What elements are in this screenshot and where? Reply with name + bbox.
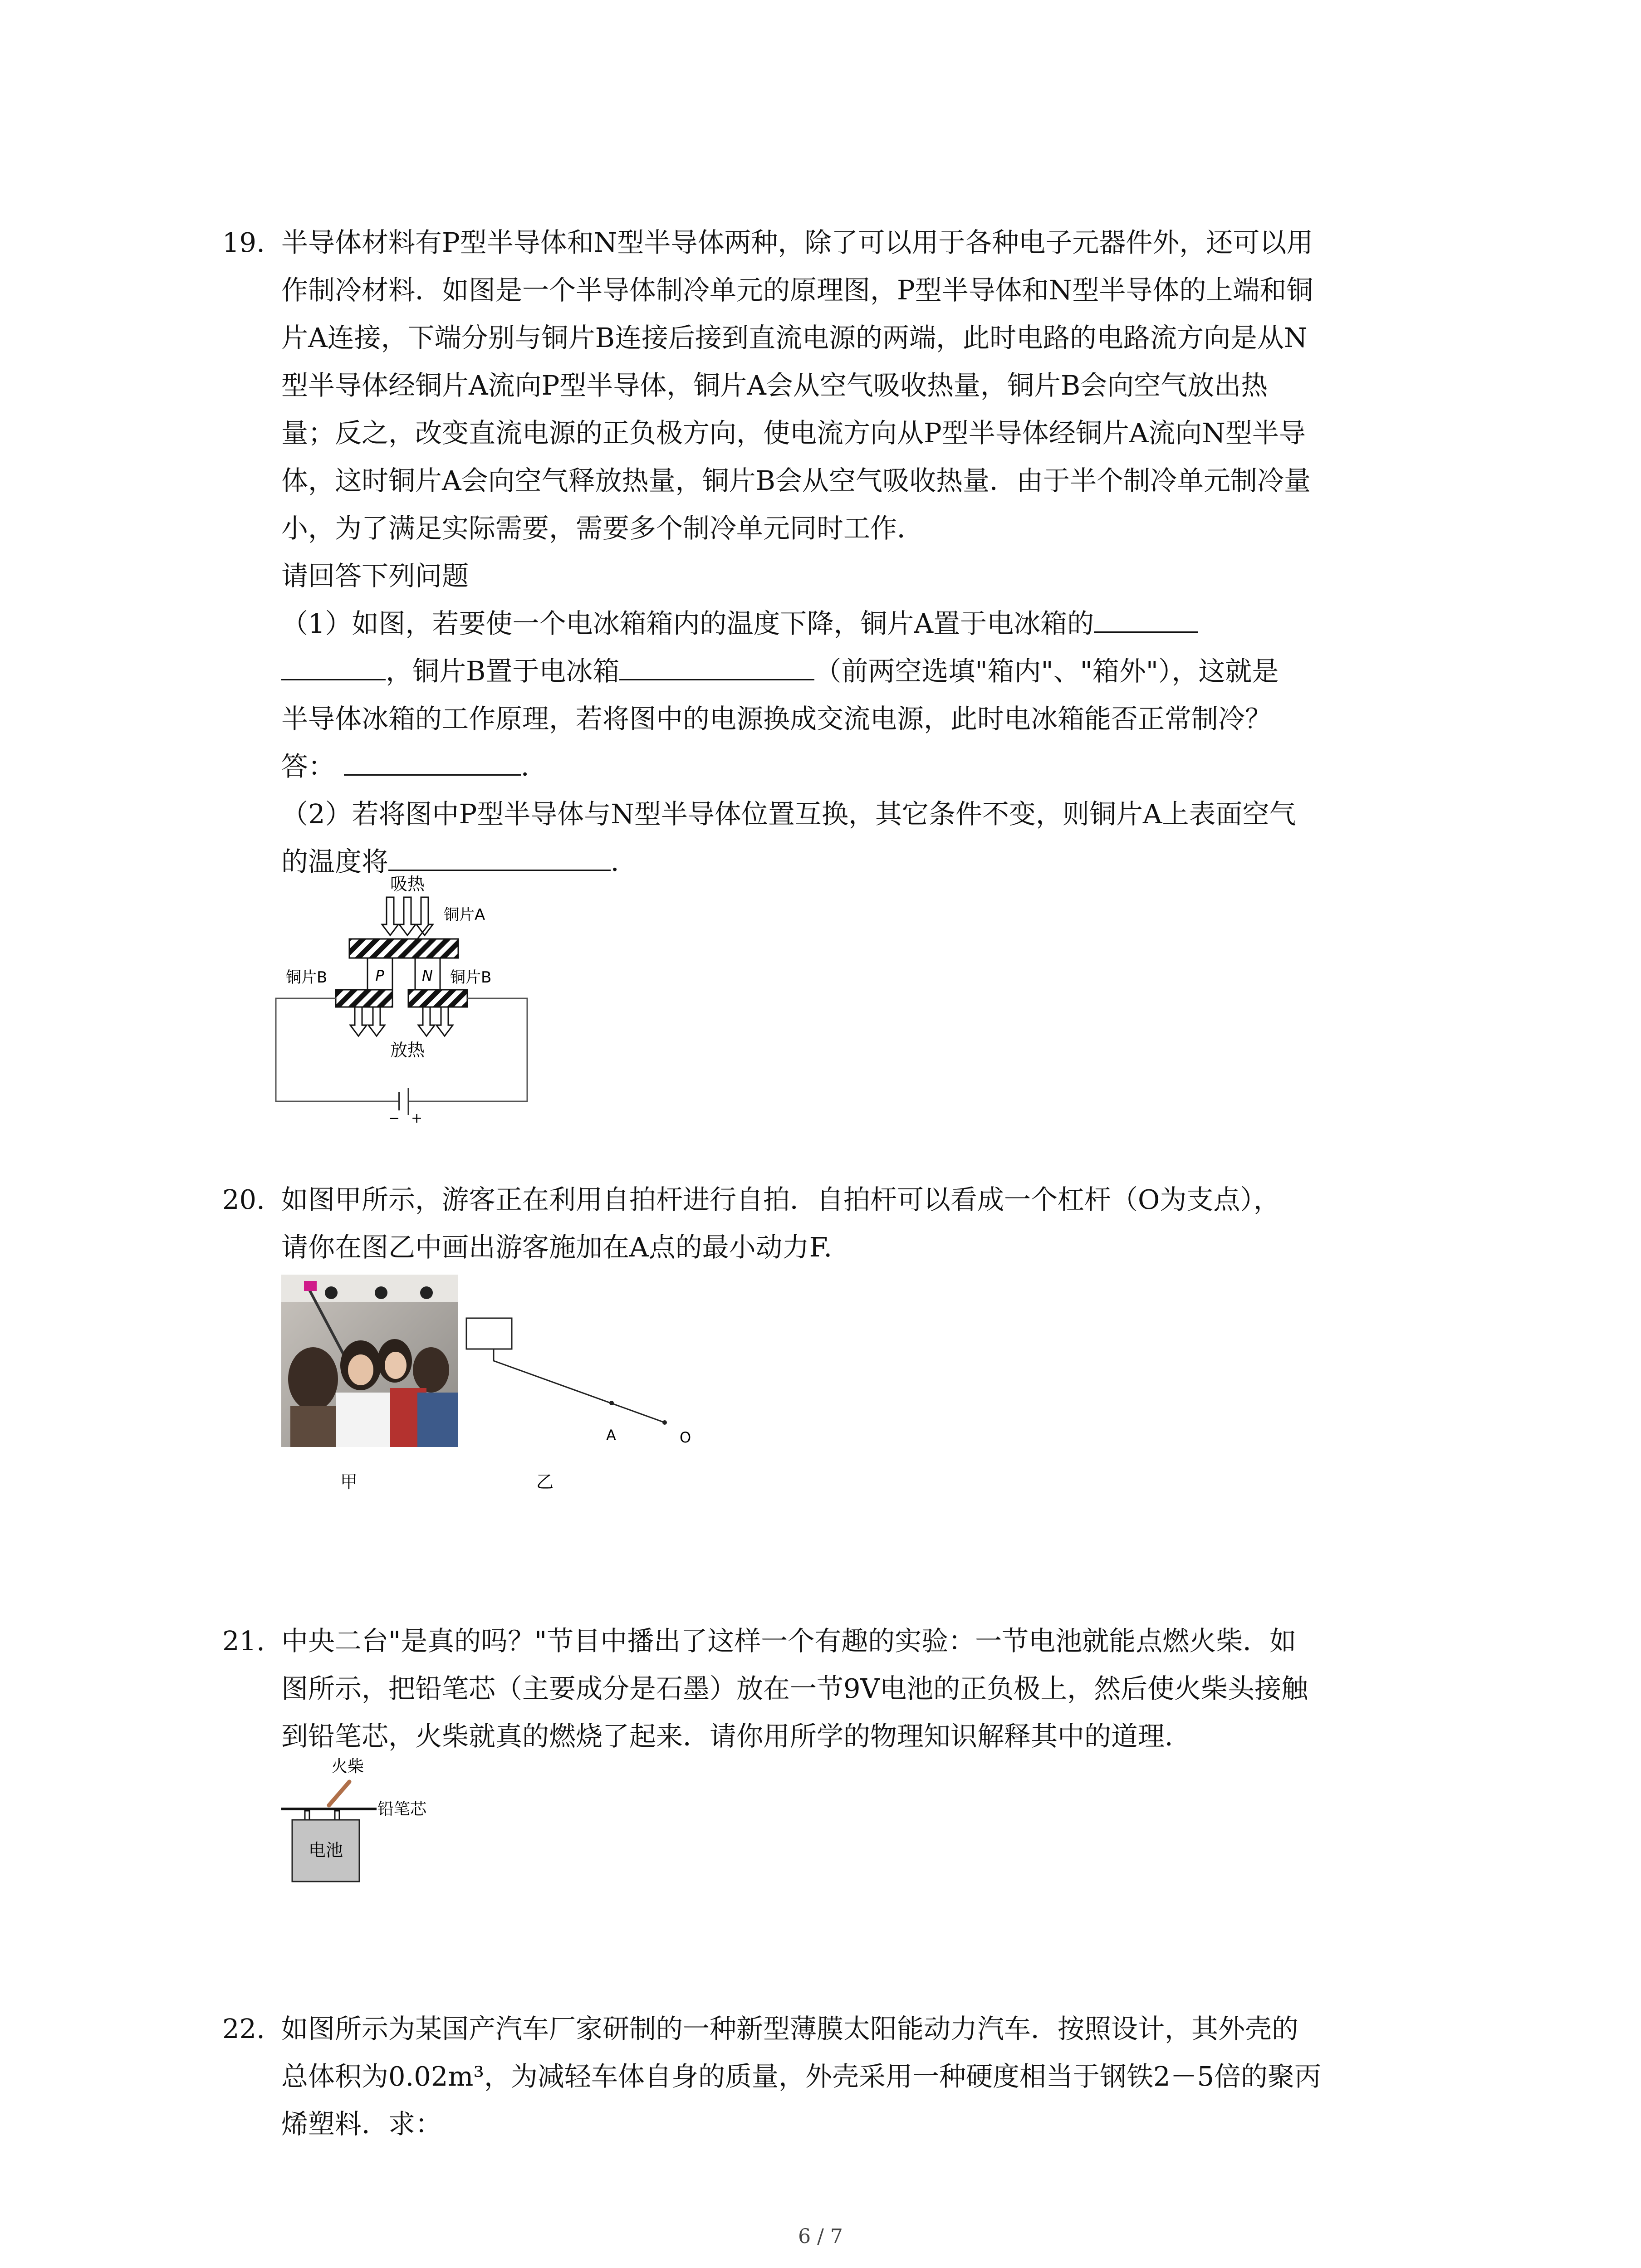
release-label: 放热 — [390, 1040, 425, 1060]
selfie-stick — [494, 1349, 665, 1422]
answer-blank-3[interactable] — [344, 747, 521, 776]
label-jia: 甲 — [340, 1472, 358, 1492]
battery-terminal — [305, 1811, 309, 1820]
answer-line: 答： ． — [281, 743, 1456, 790]
lead-label: 铅笔芯 — [377, 1800, 427, 1818]
text-segment: ，铜片B置于电冰箱 — [386, 655, 620, 687]
sub-question-2-cont: 的温度将 ． — [281, 838, 1456, 885]
page-number: 6 / 7 — [798, 2225, 843, 2248]
answer-blank-2[interactable] — [619, 652, 814, 680]
phone-box — [466, 1318, 512, 1349]
text-line: 总体积为0.02m³，为减轻车体自身的质量，外壳采用一种硬度相当于钢铁2－5倍的聚丙 — [281, 2061, 1322, 2092]
sub-question-1 — [281, 600, 1456, 647]
text-line: 体，这时铜片A会向空气释放热量，铜片B会从空气吸收热量．由于半个制冷单元制冷量 — [281, 465, 1311, 496]
battery-terminal — [335, 1811, 339, 1820]
text-line: 半导体材料有P型半导体和N型半导体两种，除了可以用于各种电子元器件外，还可以用 — [281, 227, 1313, 258]
answer-blank-1[interactable] — [1094, 604, 1198, 633]
battery-label: 电池 — [308, 1840, 343, 1860]
text-line: 量；反之，改变直流电源的正负极方向，使电流方向从P型半导体经铜片A流向N型半导 — [281, 417, 1306, 449]
text-line: 半导体冰箱的工作原理，若将图中的电源换成交流电源，此时电冰箱能否正常制冷？ — [281, 703, 1272, 734]
point-a — [609, 1401, 614, 1405]
text-line: 型半导体经铜片A流向P型半导体，铜片A会从空气吸收热量，铜片B会向空气放出热 — [281, 370, 1268, 401]
text-line: 如图甲所示，游客正在利用自拍杆进行自拍．自拍杆可以看成一个杠杆（O为支点）， — [281, 1184, 1280, 1215]
text-line: 到铅笔芯，火柴就真的燃烧了起来．请你用所学的物理知识解释其中的道理． — [281, 1721, 1192, 1752]
question-body — [281, 1176, 1456, 1271]
absorb-label: 吸热 — [390, 874, 425, 894]
question-number: 21. — [222, 1625, 265, 1657]
question-body — [281, 1617, 1456, 1760]
prompt-line: 请回答下列问题 — [281, 560, 469, 591]
match-stick — [329, 1782, 349, 1805]
text-segment: 的温度将 — [281, 846, 389, 877]
label-a: A — [606, 1427, 616, 1444]
copper-b-left-label: 铜片B — [286, 968, 328, 987]
sub-question-1-cont — [281, 647, 1456, 695]
battery-figure — [281, 1751, 454, 1887]
copper-b-right-label: 铜片B — [450, 968, 492, 987]
battery-plus: + — [411, 1110, 423, 1125]
text-line: 烯塑料．求： — [281, 2108, 442, 2140]
copper-a-label: 铜片A — [444, 906, 485, 924]
answer-blank-1-cont[interactable] — [281, 652, 386, 680]
question-number: 22. — [222, 2013, 265, 2044]
question-body — [281, 219, 1456, 885]
text-line: 图所示，把铅笔芯（主要成分是石墨）放在一节9V电池的正负极上，然后使火柴头接触 — [281, 1673, 1308, 1704]
text-line: 片A连接，下端分别与铜片B连接后接到直流电源的两端，此时电路的电路流方向是从N — [281, 322, 1308, 353]
text-line: 中央二台"是真的吗？"节目中播出了这样一个有趣的实验：一节电池就能点燃火柴．如 — [281, 1625, 1297, 1657]
release-arrows — [350, 1007, 453, 1036]
cooling-unit-figure — [272, 871, 535, 1125]
text-segment: （1）如图，若要使一个电冰箱箱内的温度下降，铜片A置于电冰箱的 — [281, 608, 1094, 639]
battery-minus: − — [388, 1110, 400, 1125]
match-label: 火柴 — [331, 1757, 364, 1776]
question-body — [281, 2005, 1456, 2148]
text-line: 请你在图乙中画出游客施加在A点的最小动力F. — [281, 1232, 833, 1263]
n-label: N — [422, 967, 433, 984]
point-o — [662, 1420, 667, 1425]
copper-a — [349, 939, 458, 958]
p-label: P — [375, 967, 384, 984]
question-21 — [222, 1617, 1456, 1760]
copper-b-right — [408, 990, 467, 1007]
selfie-photo — [281, 1275, 458, 1447]
question-number: 19. — [222, 227, 265, 258]
question-22 — [222, 2005, 1456, 2148]
text-line: 小，为了满足实际需要，需要多个制冷单元同时工作． — [281, 513, 924, 544]
text-segment: （前两空选填"箱内"、"箱外"），这就是 — [814, 655, 1279, 687]
copper-b-left — [336, 990, 392, 1007]
question-number: 20. — [222, 1184, 265, 1215]
question-19 — [222, 219, 1456, 885]
selfie-figure — [281, 1275, 717, 1492]
question-20 — [222, 1176, 1456, 1271]
label-o: O — [680, 1429, 691, 1446]
text-segment: 答： — [281, 751, 335, 782]
label-yi: 乙 — [536, 1472, 554, 1492]
sub-question-2: （2）若将图中P型半导体与N型半导体位置互换，其它条件不变，则铜片A上表面空气 — [281, 798, 1296, 830]
text-line: 作制冷材料．如图是一个半导体制冷单元的原理图，P型半导体和N型半导体的上端和铜 — [281, 274, 1313, 306]
answer-blank-4[interactable] — [388, 842, 611, 871]
text-line: 如图所示为某国产汽车厂家研制的一种新型薄膜太阳能动力汽车．按照设计，其外壳的 — [281, 2013, 1299, 2044]
